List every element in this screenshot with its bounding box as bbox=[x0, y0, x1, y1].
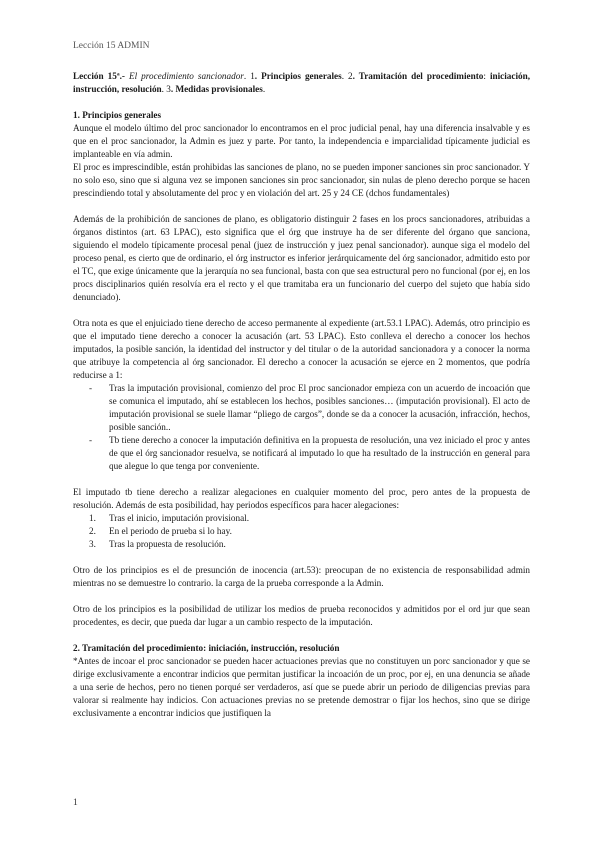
title-label: Lección 15ª.- bbox=[73, 71, 125, 81]
numbered-list bbox=[73, 512, 530, 551]
document-body bbox=[73, 70, 530, 720]
title-sep: . bbox=[243, 71, 247, 81]
title-topic-1: . Principios generales bbox=[254, 71, 342, 81]
title-colon: : bbox=[483, 71, 486, 81]
title-end: . bbox=[262, 84, 266, 94]
paragraph: El proc es imprescindible, están prohibidas las sanciones de plano, no se pueden imponer sanciones sin proc sancionador. Y no solo eso, sino que si alguna vez se imponen sanciones sin proc sancionador, sin nulas de pleno derecho porque se hacen prescindiendo total y absolutamente del proc y en violación del art. 25 y 24 CE (dchos fundamentales) bbox=[73, 162, 530, 198]
list-item bbox=[73, 525, 530, 538]
title-n2: 2 bbox=[348, 71, 353, 81]
list-item-text: Tb tiene derecho a conocer la imputación definitiva en la propuesta de resolución, una vez iniciado el proc y antes de que el órg sancionador resuelva, se notificará al imputado lo que ha resultado de la instrucción en general para que alegue lo que tenga por conveniente. bbox=[109, 435, 530, 471]
list-item-text: Tras el inicio, imputación provisional. bbox=[109, 513, 250, 523]
dash-mark: - bbox=[89, 435, 93, 445]
title-sep: . bbox=[161, 84, 164, 94]
paragraph: Otra nota es que el enjuiciado tiene derecho de acceso permanente al expediente (art.53.1 LPAC). Además, otro principio es que el imputado tiene derecho a conocer la acusación (art. 53 LPAC). Esto conlleva el derecho a conocer los hechos imputados, la posible sanción, la identidad del instructor y del titular o de la autoridad sancionadora y a conocer la norma que atribuye la competencia al órg sancionador. El derecho a conocer la acusación se ejerce en 2 momentos, que podría reducirse a 1: bbox=[73, 318, 530, 380]
paragraph: Además de la prohibición de sanciones de plano, es obligatorio distinguir 2 fases en los procs sancionadores, atribuidas a órganos distintos (art. 63 LPAC), esto significa que el órg que instruye ha de ser diferente del órgano que sanciona, siguiendo el modelo típicamente procesal penal (juez de instrucción y juez penal sancionador). aunque siga el modelo del proceso penal, es cierto que de ordinario, el órg instructor es inferior jerárquicamente del órg sancionador, admitido esto por el TC, que exige únicamente que la jerarquía no sea funcional, basta con que sea estructural pero no funcional (por ej, en los procs disciplinarios quién resolvía era el recto y el que tramitaba era un funcionario del cuerpo del sujeto que había sido denunciado). bbox=[73, 214, 530, 302]
paragraph: *Antes de incoar el proc sancionador se pueden hacer actuaciones previas que no constituyen un porc sancionador y que se dirige exclusivamente a encontrar indicios que permitan justificar la incoación de un proc, por ej, en una denuncia se añade a una serie de hechos, pero no tienen porqué ser verdaderos, así que se puede abrir un periodo de diligencias previas para valorar si realmente hay indicios. Con actuaciones previas no se pretende demostrar o fijar los hechos, sino que se dirige exclusivamente a encontrar indicios que justifiquen la bbox=[73, 656, 530, 718]
list-number: 1. bbox=[89, 513, 96, 523]
list-item bbox=[73, 512, 530, 525]
list-item-text: Tras la imputación provisional, comienzo del proc El proc sancionador empieza con un acuerdo de incoación que se comunica el imputado, ahí se establecen los hechos, posibles sanciones… (imputación provisional). El acto de imputación provisional se suele llamar “pliego de cargos”, donde se da a conocer la acusación, infracción, hechos, posible sanción.. bbox=[109, 383, 530, 432]
title-topic-2-detail: iniciación, instrucción, resolución bbox=[73, 71, 531, 94]
title-topic-3: . Medidas provisionales bbox=[170, 84, 263, 94]
list-item bbox=[73, 382, 530, 434]
list-number: 3. bbox=[89, 539, 96, 549]
section-1-heading: 1. Principios generales bbox=[73, 110, 162, 120]
paragraph: El imputado tb tiene derecho a realizar alegaciones en cualquier momento del proc, pero antes de la propuesta de resolución. Además de esta posibilidad, hay periodos específicos para hacer alegaciones: bbox=[73, 487, 530, 510]
page-number: 1 bbox=[73, 798, 78, 808]
dash-mark: - bbox=[89, 383, 93, 393]
list-item bbox=[73, 434, 530, 473]
paragraph: Otro de los principios es el de presunción de inocencia (art.53): preocupan de no existencia de responsabilidad admin mientras no se demuestre lo contrario. la carga de la prueba corresponde a la Admin. bbox=[73, 565, 530, 588]
title-sep: . bbox=[341, 71, 344, 81]
page-header: Lección 15 ADMIN bbox=[73, 41, 150, 51]
paragraph: Aunque el modelo último del proc sancionador lo encontramos en el proc judicial penal, hay una diferencia insalvable y es que en el proc sancionador, la Admin es juez y parte. Por tanto, la independencia e imparcialidad típicamente judicial es implanteable en vía admin. bbox=[73, 123, 530, 159]
list-item bbox=[73, 538, 530, 551]
title-name: El procedimiento sancionador bbox=[128, 71, 244, 81]
title-topic-2: . Tramitación del procedimiento bbox=[352, 71, 484, 81]
title-n3: 3 bbox=[166, 84, 171, 94]
paragraph: Otro de los principios es la posibilidad de utilizar los medios de prueba reconocidos y admitidos por el ord jur que sean procedentes, es decir, que pueda dar lugar a un cambio respecto de la imputación. bbox=[73, 604, 530, 627]
list-item-text: Tras la propuesta de resolución. bbox=[109, 539, 226, 549]
list-number: 2. bbox=[89, 526, 96, 536]
lesson-title bbox=[73, 70, 530, 96]
dash-list bbox=[73, 382, 530, 473]
list-item-text: En el periodo de prueba si lo hay. bbox=[109, 526, 232, 536]
title-n1: 1 bbox=[250, 71, 255, 81]
section-2-heading: 2. Tramitación del procedimiento: iniciación, instrucción, resolución bbox=[73, 643, 340, 653]
